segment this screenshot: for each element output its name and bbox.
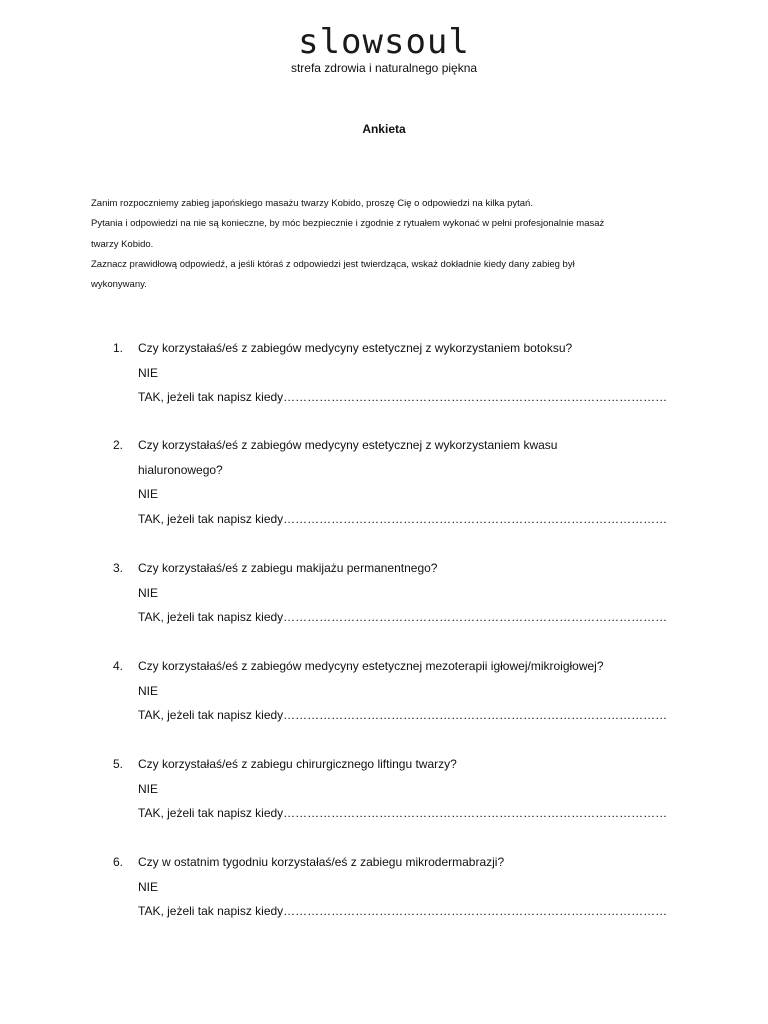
question-text: Czy korzystałaś/eś z zabiegu chirurgicznego liftingu twarzy? — [138, 757, 457, 771]
question-row — [113, 654, 673, 679]
intro-line: wykonywany. — [91, 279, 147, 291]
question-text: hialuronowego? — [138, 462, 223, 477]
intro-line: Pytania i odpowiedzi na nie są konieczne, by móc bezpiecznie i zgodnie z rytuałem wykonać w pełni profesjonalnie masaż — [91, 218, 605, 230]
brand-tagline: strefa zdrowia i naturalnego piękna — [290, 61, 478, 75]
question-number: 3. — [113, 561, 124, 575]
answer-yes-option[interactable]: TAK, jeżeli tak napisz kiedy…………………………………………………………………………………… — [138, 390, 668, 404]
answer-no-option[interactable]: NIE — [138, 365, 159, 380]
question-text: Czy korzystałaś/eś z zabiegów medycyny estetycznej mezoterapii igłowej/mikroigłowej? — [138, 659, 604, 673]
question-1 — [113, 336, 673, 410]
question-number: 4. — [113, 659, 124, 673]
question-2 — [113, 433, 673, 531]
answer-no-option[interactable]: NIE — [138, 683, 159, 698]
question-text: Czy korzystałaś/eś z zabiegu makijażu permanentnego? — [138, 561, 438, 575]
page-title: Ankieta — [362, 122, 406, 136]
answer-yes-option[interactable]: TAK, jeżeli tak napisz kiedy…………………………………………………………………………………… — [138, 511, 668, 526]
answer-yes-option[interactable]: TAK, jeżeli tak napisz kiedy…………………………………………………………………………………… — [138, 904, 668, 918]
question-row — [113, 433, 673, 482]
intro-line: Zaznacz prawidłową odpowiedź, a jeśli któraś z odpowiedzi jest twierdząca, wskaż dokładnie kiedy dany zabieg był — [91, 258, 575, 270]
question-row — [113, 336, 673, 361]
question-text: Czy w ostatnim tygodniu korzystałaś/eś z zabiegu mikrodermabrazji? — [138, 855, 505, 869]
question-number: 2. — [113, 438, 124, 452]
question-text: Czy korzystałaś/eś z zabiegów medycyny estetycznej z wykorzystaniem kwasu — [138, 438, 558, 452]
intro-line: twarzy Kobido. — [91, 238, 154, 250]
answer-no-option[interactable]: NIE — [138, 781, 159, 796]
answer-no-option[interactable]: NIE — [138, 487, 159, 501]
question-number: 6. — [113, 855, 124, 869]
question-number: 5. — [113, 757, 124, 771]
question-number: 1. — [113, 341, 124, 355]
question-text: Czy korzystałaś/eś z zabiegów medycyny estetycznej z wykorzystaniem botoksu? — [138, 341, 573, 355]
answer-yes-option[interactable]: TAK, jeżeli tak napisz kiedy…………………………………………………………………………………… — [138, 610, 668, 624]
question-row — [113, 556, 673, 581]
brand-logo: slowsoul — [298, 22, 470, 62]
question-4 — [113, 654, 673, 728]
answer-yes-option[interactable]: TAK, jeżeli tak napisz kiedy…………………………………………………………………………………… — [138, 708, 668, 722]
question-3 — [113, 556, 673, 630]
question-row — [113, 850, 673, 875]
question-6 — [113, 850, 673, 924]
question-5 — [113, 752, 673, 826]
question-row — [113, 752, 673, 777]
intro-line: Zanim rozpoczniemy zabieg japońskiego masażu twarzy Kobido, proszę Cię o odpowiedzi na kilka pytań. — [91, 198, 533, 209]
answer-no-option[interactable]: NIE — [138, 585, 159, 600]
answer-yes-option[interactable]: TAK, jeżeli tak napisz kiedy…………………………………………………………………………………… — [138, 806, 668, 820]
intro-text — [91, 194, 681, 295]
answer-no-option[interactable]: NIE — [138, 879, 159, 894]
